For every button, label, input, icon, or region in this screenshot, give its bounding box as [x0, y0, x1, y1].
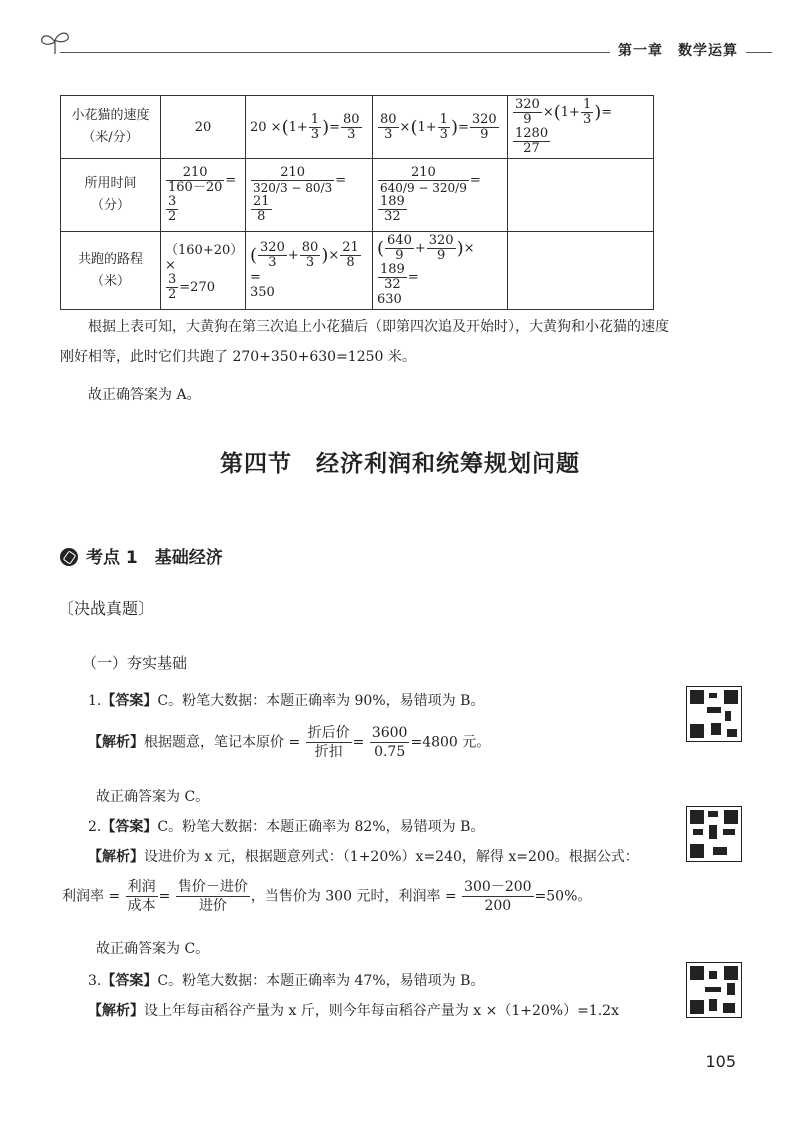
- analysis-text: =: [158, 888, 171, 905]
- answer-text: C。粉笔大数据：本题正确率为 90%，易错项为 B。: [157, 693, 485, 709]
- fraction: $\frac{320}{9}$: [428, 233, 454, 263]
- fraction: $\frac{189}{32}$: [380, 194, 405, 224]
- fraction: $\frac{300-200}{200}$: [464, 879, 532, 914]
- analysis-text: 设进价为 x 元，根据题意列式：（1+20%）x=240，解得 x=200。根据公式：: [144, 849, 639, 865]
- table-cell: [161, 159, 246, 232]
- table-cell-empty: [508, 159, 654, 232]
- table-cell: [161, 96, 246, 159]
- cell-text: =: [225, 173, 237, 188]
- row-label: 共跑的路程: [77, 251, 143, 267]
- fraction: $\frac{320}{3}$: [260, 240, 285, 270]
- q3-answer-line: [88, 970, 484, 990]
- qr-code-icon[interactable]: [686, 962, 742, 1018]
- q1-analysis-line: [88, 724, 490, 761]
- cell-text: （160+20）×: [165, 243, 237, 273]
- question-number: 2.: [88, 819, 102, 835]
- fraction: $\frac{80}{3}$: [380, 111, 397, 142]
- page-number: 105: [705, 1052, 736, 1071]
- topic-heading-text: 考点 1 基础经济: [86, 548, 223, 568]
- analysis-tag: 【解析】: [88, 734, 144, 751]
- fraction: $\frac{320}{9}$: [471, 111, 497, 142]
- cell-text: +: [414, 241, 426, 256]
- cell-text: 630: [377, 292, 402, 307]
- analysis-tag: 【解析】: [88, 849, 144, 865]
- answer-tag: 【答案】: [101, 973, 158, 989]
- cell-text: 1+: [288, 119, 308, 135]
- fraction: $\frac{\text{利润}}{\text{成本}}$: [127, 879, 156, 914]
- table-cell: ( $\frac{640}{9}$ + $\frac{320}{9}$ )× $\frac{189}{32}$ = 630: [373, 232, 508, 310]
- cell-text: =: [250, 270, 261, 285]
- chase-table: [60, 95, 654, 310]
- q2-final-answer: 故正确答案为 C。: [96, 941, 210, 957]
- table-cell: [373, 159, 508, 232]
- fraction: $\frac{80}{3}$: [343, 111, 360, 142]
- row-label: 所用时间: [84, 176, 137, 191]
- table-row-header: [61, 159, 161, 232]
- q3-analysis-line: [88, 1000, 619, 1020]
- cell-text: =: [469, 173, 481, 188]
- fraction: $\frac{1}{3}$: [310, 111, 320, 142]
- q1-final-answer: 故正确答案为 C。: [96, 789, 210, 805]
- analysis-text: 设上年每亩稻谷产量为 x 斤，则今年每亩稻谷产量为 x ×（1+20%）=1.2x: [144, 1003, 619, 1019]
- chapter-header: 第一章 数学运算: [610, 40, 746, 60]
- fraction: $\frac{3}{2}$: [168, 194, 177, 224]
- cell-value: 20: [194, 119, 212, 135]
- cell-text: =: [335, 173, 347, 188]
- table-row: [61, 96, 654, 159]
- fraction: $\frac{210}{640/9 - 320/9}$: [380, 165, 467, 195]
- table-row: [61, 159, 654, 232]
- analysis-text: 利润率 =: [62, 888, 121, 905]
- cell-text: ×: [463, 241, 475, 256]
- subsection-label: 〔决战真题〕: [58, 599, 155, 618]
- table-row-header: [61, 232, 161, 310]
- fraction: $\frac{3600}{0.75}$: [371, 725, 408, 760]
- fraction: $\frac{\text{折后价}}{\text{折扣}}$: [307, 725, 350, 760]
- analysis-text: =4800 元。: [410, 734, 491, 751]
- subsection-heading: （一）夯实基础: [82, 654, 188, 672]
- row-unit: （分）: [90, 198, 130, 213]
- analysis-text: ，当售价为 300 元时，利润率 =: [250, 888, 457, 905]
- qr-code-icon[interactable]: [686, 806, 742, 862]
- conclusion-paragraph: 根据上表可知，大黄狗在第三次追上小花猫后（即第四次追及开始时），大黄狗和小花猫的速度刚好相等，此时它们共跑了 270+350+630=1250 米。: [60, 319, 669, 365]
- cell-text: =: [329, 119, 340, 135]
- fraction: $\frac{640}{9}$: [387, 233, 412, 263]
- q1-answer-line: [88, 690, 484, 710]
- section-title: 第四节 经济利润和统筹规划问题: [220, 451, 580, 477]
- cell-text: =: [407, 270, 419, 285]
- q2-answer-line: [88, 816, 484, 836]
- fraction: $\frac{210}{320/3 - 80/3}$: [253, 165, 333, 195]
- table-cell: [161, 232, 246, 310]
- row-label: 小花猫的速度: [71, 108, 150, 123]
- fraction: $\frac{1}{3}$: [582, 97, 592, 127]
- answer-text: C。粉笔大数据：本题正确率为 47%，易错项为 B。: [157, 973, 485, 989]
- fraction: $\frac{189}{32}$: [380, 262, 405, 292]
- q2-analysis-line: [88, 846, 639, 866]
- answer-tag: 【答案】: [101, 693, 158, 709]
- cell-text: 1+: [560, 105, 580, 120]
- analysis-text: =: [352, 734, 365, 751]
- fraction: $\frac{320}{9}$: [515, 97, 540, 127]
- table-cell-empty: [508, 232, 654, 310]
- table-cell: 20 ×(1+ $\frac{1}{3}$ )= $\frac{80}{3}$: [246, 96, 373, 159]
- cell-text: =: [457, 119, 469, 135]
- table-row-header: [61, 96, 161, 159]
- table-cell: $\frac{80}{3}$ ×(1+ $\frac{1}{3}$ )= $\frac{320}{9}$: [373, 96, 508, 159]
- cell-text: ×: [399, 119, 411, 135]
- table-row: [61, 232, 654, 310]
- cell-text: 350: [250, 285, 275, 300]
- analysis-text: 根据题意，笔记本原价 =: [144, 734, 301, 751]
- fraction: $\frac{80}{3}$: [301, 240, 319, 270]
- fraction: $\frac{21}{8}$: [253, 194, 270, 224]
- cell-text: ×: [328, 248, 340, 263]
- question-number: 1.: [88, 693, 102, 709]
- analysis-tag: 【解析】: [88, 1003, 144, 1019]
- qr-code-icon[interactable]: [686, 686, 742, 742]
- q2-formula-line: [62, 878, 591, 915]
- answer-tag: 【答案】: [101, 819, 158, 835]
- fraction: $\frac{\text{售价－进价}}{\text{进价}}$: [177, 879, 248, 914]
- analysis-text: =50%。: [534, 888, 592, 905]
- fraction: $\frac{1280}{27}$: [515, 126, 549, 156]
- table-cell: ( $\frac{320}{3}$ + $\frac{80}{3}$ )× $\frac{21}{8}$ = 350: [246, 232, 373, 310]
- cell-text: 20 ×: [250, 119, 282, 135]
- cell-text: ×: [542, 105, 554, 120]
- fraction: $\frac{3}{2}$: [168, 272, 177, 302]
- table-cell: $\frac{320}{9}$ ×(1+ $\frac{1}{3}$ )= $\frac{1280}{27}$: [508, 96, 654, 159]
- cell-text: =: [601, 105, 613, 120]
- fraction: $\frac{21}{8}$: [342, 240, 359, 270]
- topic-heading: [60, 543, 223, 568]
- fraction: $\frac{210}{160-20}$: [168, 165, 223, 195]
- cell-text: =270: [179, 280, 215, 295]
- cell-text: 1+: [417, 119, 437, 135]
- table-cell: [246, 159, 373, 232]
- row-unit: （米/分）: [82, 130, 139, 145]
- pencil-badge-icon: [60, 548, 78, 566]
- cell-text: +: [287, 248, 299, 263]
- fraction: $\frac{1}{3}$: [439, 111, 448, 142]
- row-unit: （米）: [90, 273, 130, 289]
- answer-paragraph: 故正确答案为 A。: [88, 387, 201, 403]
- question-number: 3.: [88, 973, 102, 989]
- answer-text: C。粉笔大数据：本题正确率为 82%，易错项为 B。: [157, 819, 485, 835]
